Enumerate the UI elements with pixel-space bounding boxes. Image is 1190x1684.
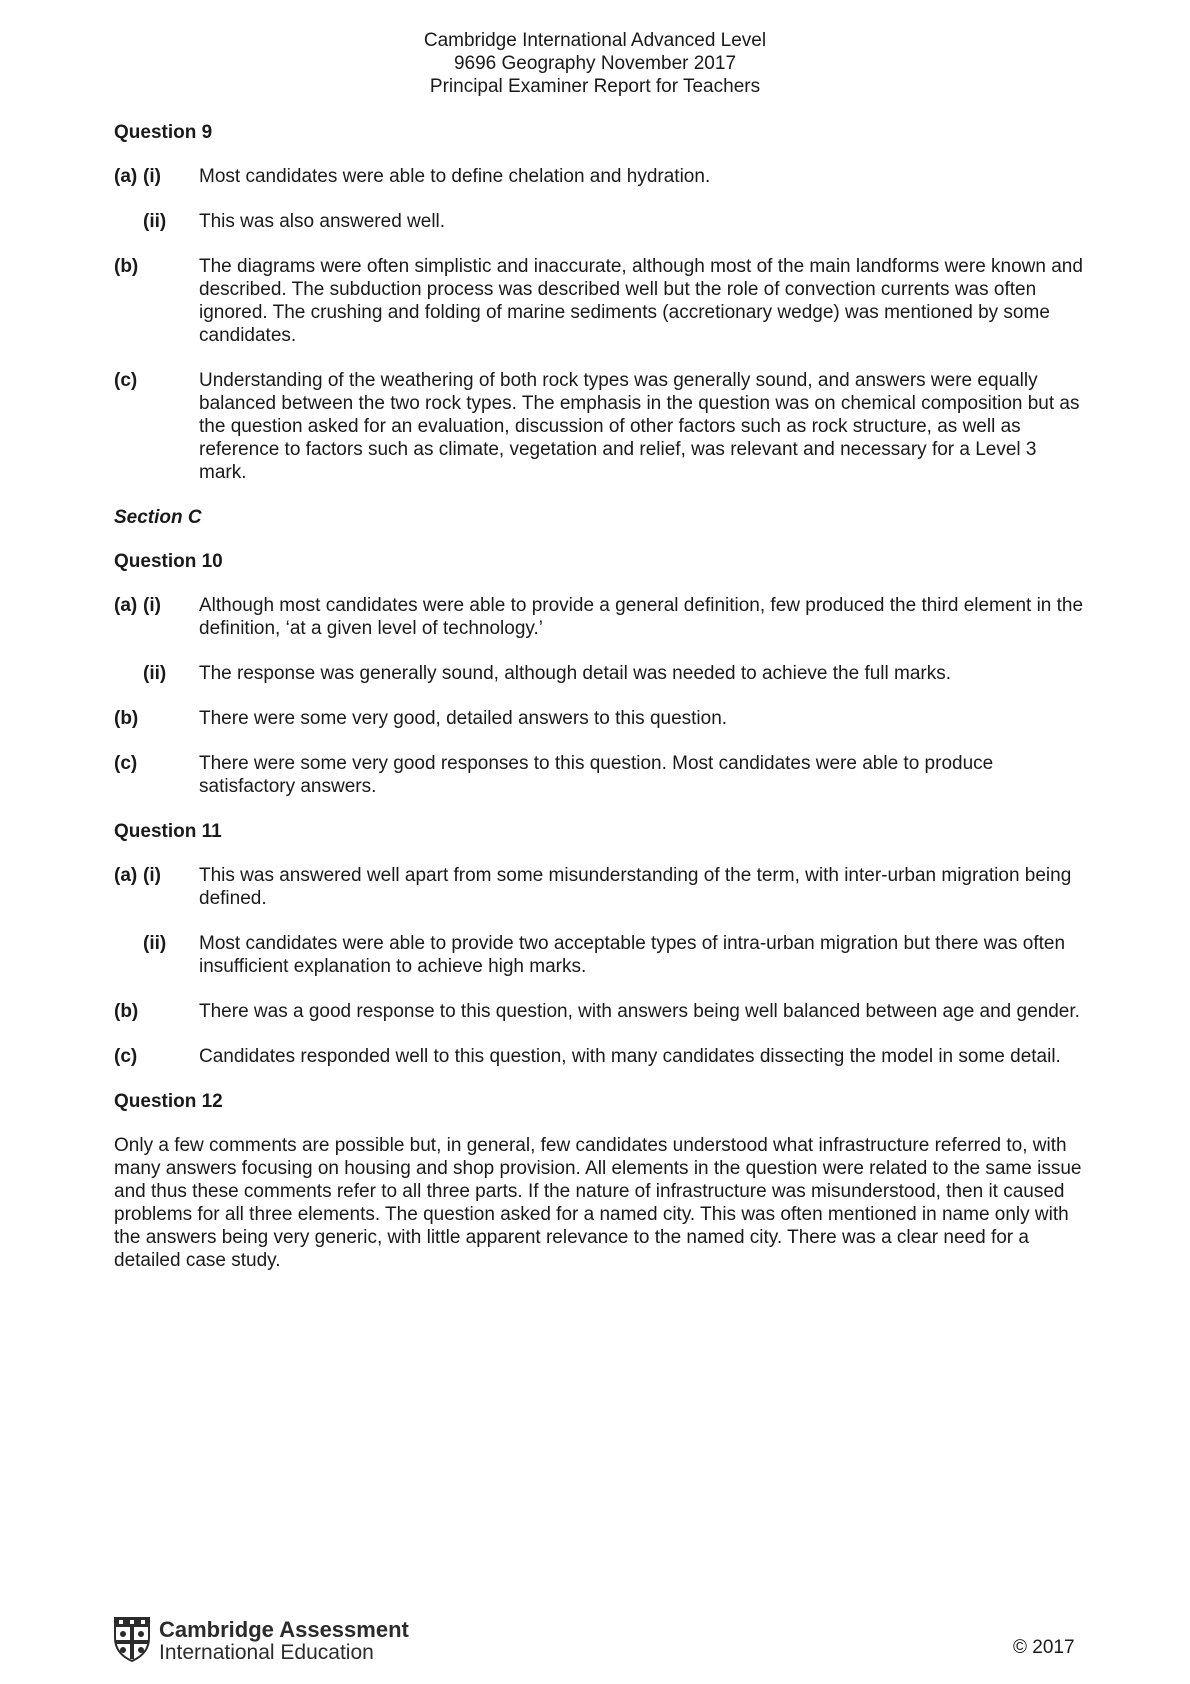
question-12-comment: Only a few comments are possible but, in general, few candidates understood what infrastructure referred to, with many answers focusing on housing and shop provision. All elements in the question were related to the same issue and thus these comments refer to all three parts. If the nature of infrastructure was misunderstood, then it caused problems for all three elements. The question asked for a named city. This was often mentioned in name only with the answers being very generic, with little apparent relevance to the named city. There was a clear need for a detailed case study. bbox=[114, 1135, 1082, 1271]
logo-text-line-2: International Education bbox=[159, 1641, 374, 1664]
question-10-b bbox=[114, 707, 1089, 730]
question-10-a-ii bbox=[114, 662, 1089, 685]
subpart-label: (i) bbox=[143, 166, 161, 187]
answer-comment: Although most candidates were able to provide a general definition, few produced the third element in the definition, ‘at a given level of technology.’ bbox=[199, 595, 1084, 639]
question-11-b bbox=[114, 1000, 1089, 1023]
question-9-a-ii bbox=[114, 210, 1089, 233]
question-11-a-i bbox=[114, 864, 1089, 910]
question-10-a-i bbox=[114, 594, 1089, 640]
answer-comment: There was a good response to this question, with answers being well balanced between age and gender. bbox=[199, 1001, 1080, 1022]
part-label: (a) bbox=[114, 595, 138, 616]
part-label: (c) bbox=[114, 370, 138, 391]
subpart-label: (ii) bbox=[143, 211, 167, 232]
answer-comment: This was also answered well. bbox=[199, 211, 446, 232]
question-12-title: Question 12 bbox=[114, 1091, 223, 1112]
question-10-c bbox=[114, 752, 1089, 798]
question-9-title: Question 9 bbox=[114, 122, 213, 143]
logo-text-line-1: Cambridge Assessment bbox=[159, 1617, 409, 1642]
answer-comment: Candidates responded well to this question, with many candidates dissecting the model in some detail. bbox=[199, 1046, 1061, 1067]
report-body bbox=[114, 121, 1089, 1294]
answer-comment: The diagrams were often simplistic and inaccurate, although most of the main landforms were known and described. The subduction process was described well but the role of convection currents was often ignored. The crushing and folding of marine sediments (accretionary wedge) was mentioned by some candidates. bbox=[199, 256, 1083, 346]
part-label: (b) bbox=[114, 256, 139, 277]
part-label: (a) bbox=[114, 166, 138, 187]
question-11-title: Question 11 bbox=[114, 821, 222, 842]
part-label: (b) bbox=[114, 708, 139, 729]
answer-comment: The response was generally sound, although detail was needed to achieve the full marks. bbox=[199, 663, 952, 684]
question-11-a-ii bbox=[114, 932, 1089, 978]
question-9-b bbox=[114, 255, 1089, 347]
subpart-label: (ii) bbox=[143, 933, 167, 954]
answer-comment: Most candidates were able to define chelation and hydration. bbox=[199, 166, 711, 187]
subpart-label: (i) bbox=[143, 865, 161, 886]
header-line-1: Cambridge International Advanced Level bbox=[423, 30, 767, 51]
answer-comment: Most candidates were able to provide two acceptable types of intra-urban migration but there was often insufficient explanation to achieve high marks. bbox=[199, 933, 1066, 977]
subpart-label: (i) bbox=[143, 595, 161, 616]
question-11-c bbox=[114, 1045, 1089, 1068]
question-9-c bbox=[114, 369, 1089, 484]
answer-comment: There were some very good, detailed answers to this question. bbox=[199, 708, 728, 729]
answer-comment: This was answered well apart from some misunderstanding of the term, with inter-urban migration being defined. bbox=[199, 865, 1072, 909]
page-header bbox=[0, 29, 1190, 98]
part-label: (b) bbox=[114, 1001, 139, 1022]
part-label: (c) bbox=[114, 1046, 138, 1067]
section-heading: Section C bbox=[114, 507, 202, 528]
header-line-2: 9696 Geography November 2017 bbox=[453, 53, 737, 74]
answer-comment: Understanding of the weathering of both rock types was generally sound, and answers were equally balanced between the two rock types. The emphasis in the question was on chemical composition but as the question asked for an evaluation, discussion of other factors such as rock structure, as well as reference to factors such as climate, vegetation and relief, was relevant and necessary for a Level 3 mark. bbox=[199, 370, 1080, 483]
part-label: (c) bbox=[114, 753, 138, 774]
answer-comment: There were some very good responses to this question. Most candidates were able to produce satisfactory answers. bbox=[199, 753, 994, 797]
cambridge-logo bbox=[113, 1616, 413, 1662]
part-label: (a) bbox=[114, 865, 138, 886]
question-10-title: Question 10 bbox=[114, 551, 223, 572]
question-9-a-i bbox=[114, 165, 1089, 188]
cambridge-shield-icon bbox=[113, 1616, 151, 1662]
copyright-notice: © 2017 bbox=[1013, 1637, 1075, 1658]
header-line-3: Principal Examiner Report for Teachers bbox=[429, 76, 761, 97]
subpart-label: (ii) bbox=[143, 663, 167, 684]
